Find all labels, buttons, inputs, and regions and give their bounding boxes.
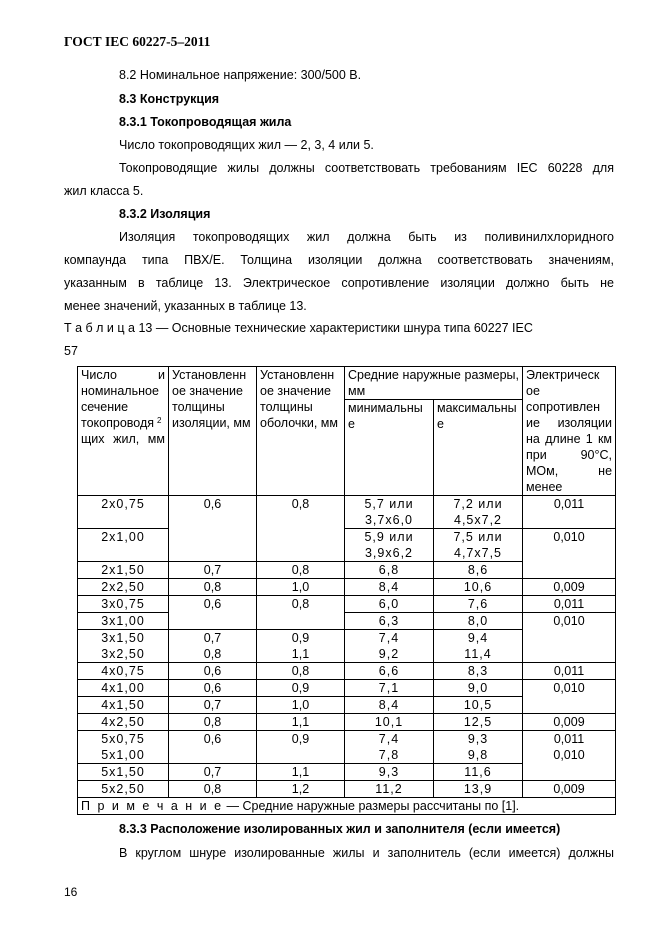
cell-sheath-value: 0,9 1,1 — [291, 631, 310, 661]
table-row — [78, 579, 616, 596]
cell-insulation-value: 0,8 — [203, 580, 222, 594]
cell-min — [345, 697, 434, 714]
cell-size — [78, 613, 169, 630]
cell-sheath — [257, 764, 345, 781]
cell-max-value: 7,5 или 4,7x7,5 — [453, 530, 503, 560]
cell-max — [434, 764, 523, 781]
cell-insulation — [169, 764, 257, 781]
cell-max-value: 8,0 — [467, 614, 489, 628]
cell-max — [434, 714, 523, 731]
cell-min-value: 6,8 — [378, 563, 400, 577]
cell-sheath-value: 1,0 — [291, 698, 310, 712]
cell-size — [78, 496, 169, 529]
header-insulation-resistance: Электрическ ое сопротивлен ие изоляции на длине 1 км при 90°С, МОм, не менее — [523, 367, 616, 496]
header-sheath-thickness: Установленн ое значение толщины оболочки, мм — [257, 367, 345, 496]
table-row — [78, 596, 616, 613]
cell-insulation — [169, 562, 257, 579]
paragraph-insulation-line4: менее значений, указанных в таблице 13. — [64, 299, 307, 313]
paragraph-rated-voltage: 8.2 Номинальное напряжение: 300/500 В. — [119, 68, 362, 82]
cell-sheath-value: 0,8 — [291, 563, 310, 577]
cell-resistance — [523, 496, 616, 529]
cell-insulation-value: 0,8 — [203, 782, 222, 796]
header-number-text: Число и номинальное сечение токопроводя щих жил, мм — [81, 368, 165, 446]
cell-sheath — [257, 630, 345, 663]
cell-min-value: 5,9 или 3,9x6,2 — [364, 530, 414, 560]
cell-insulation-value: 0,7 — [203, 563, 222, 577]
heading-8-3: 8.3 Конструкция — [119, 92, 220, 106]
cell-size-value: 4x1,50 — [101, 698, 145, 712]
cell-max-value: 8,3 — [467, 664, 489, 678]
cell-max-value: 10,5 — [463, 698, 493, 712]
cell-insulation-value: 0,6 — [203, 664, 222, 678]
table-row — [78, 613, 616, 630]
cell-insulation-value: 0,7 — [203, 765, 222, 779]
cell-sheath — [257, 697, 345, 714]
cell-resistance — [523, 613, 616, 663]
cell-resistance — [523, 680, 616, 714]
cell-size-value: 5x2,50 — [101, 782, 145, 796]
cell-min — [345, 781, 434, 798]
cell-resistance-value: 0,011 — [553, 664, 585, 678]
cell-size — [78, 630, 169, 663]
cell-sheath-value: 0,9 — [291, 681, 310, 695]
cell-sheath — [257, 680, 345, 697]
table-note-label: П р и м е ч а н и е — [81, 799, 224, 813]
cell-resistance — [523, 663, 616, 680]
cell-insulation — [169, 731, 257, 764]
cell-min-value: 6,3 — [378, 614, 400, 628]
heading-8-3-1: 8.3.1 Токопроводящая жила — [119, 115, 292, 129]
cell-resistance — [523, 596, 616, 613]
document-header: ГОСТ IEC 60227-5–2011 — [64, 34, 211, 49]
cell-size — [78, 529, 169, 562]
cell-min — [345, 496, 434, 529]
cell-max — [434, 731, 523, 764]
cell-max — [434, 613, 523, 630]
cell-resistance-value: 0,010 — [553, 530, 585, 544]
cell-min — [345, 630, 434, 663]
cell-resistance-value: 0,011 — [553, 497, 585, 511]
cell-min-value: 11,2 — [375, 782, 403, 796]
cell-insulation — [169, 496, 257, 562]
table-row — [78, 714, 616, 731]
cell-size-value: 3x1,50 3x2,50 — [101, 631, 145, 661]
cell-sheath — [257, 496, 345, 562]
cell-size — [78, 663, 169, 680]
cell-size-value: 5x1,50 — [101, 765, 145, 779]
cell-max — [434, 781, 523, 798]
cell-min — [345, 764, 434, 781]
cell-min-value: 7,1 — [378, 681, 400, 695]
cell-insulation — [169, 697, 257, 714]
table-row — [78, 781, 616, 798]
cell-max — [434, 697, 523, 714]
table-row — [78, 529, 616, 562]
cell-insulation-value: 0,8 — [203, 715, 222, 729]
cell-size-value: 2x2,50 — [101, 580, 145, 594]
cell-insulation — [169, 630, 257, 663]
cell-sheath-value: 1,2 — [291, 782, 310, 796]
cell-sheath — [257, 579, 345, 596]
cell-sheath — [257, 562, 345, 579]
table-note — [78, 798, 616, 815]
cell-max-value: 9,3 9,8 — [467, 732, 489, 762]
cell-sheath — [257, 781, 345, 798]
cell-min — [345, 579, 434, 596]
cell-max — [434, 630, 523, 663]
cell-resistance — [523, 579, 616, 596]
cell-insulation-value: 0,7 0,8 — [203, 631, 222, 661]
cell-size — [78, 764, 169, 781]
cell-min-value: 8,4 — [378, 580, 400, 594]
cell-max-value: 8,6 — [467, 563, 489, 577]
cell-sheath — [257, 731, 345, 764]
cell-size-value: 3x1,00 — [101, 614, 145, 628]
cell-size — [78, 579, 169, 596]
header-max: максимальны е — [434, 400, 523, 496]
cell-sheath — [257, 596, 345, 630]
cell-min-value: 6,6 — [378, 664, 400, 678]
header-number-sup: 2 — [157, 416, 162, 425]
cell-min-value: 5,7 или 3,7x6,0 — [364, 497, 414, 527]
paragraph-conductors-line2: жил класса 5. — [64, 184, 144, 198]
cable-characteristics-table — [77, 366, 616, 815]
table-caption-text: 13 — Основные технические характеристики шнура типа 60227 IEC — [134, 321, 533, 335]
cell-sheath — [257, 663, 345, 680]
cell-size-value: 5x0,75 5x1,00 — [101, 732, 145, 762]
cell-min — [345, 680, 434, 697]
cell-resistance — [523, 529, 616, 579]
paragraph-conductor-count: Число токопроводящих жил — 2, 3, 4 или 5. — [119, 138, 374, 152]
cell-size — [78, 562, 169, 579]
cell-max — [434, 663, 523, 680]
page-number: 16 — [64, 885, 78, 899]
cell-max-value: 13,9 — [463, 782, 493, 796]
table-note-text: — Средние наружные размеры рассчитаны по [1]. — [223, 799, 520, 813]
cell-max — [434, 596, 523, 613]
cell-sheath-value: 1,1 — [291, 765, 310, 779]
cell-insulation-value: 0,7 — [203, 698, 222, 712]
cell-max — [434, 496, 523, 529]
cell-min-value: 10,1 — [374, 715, 404, 729]
heading-8-3-3: 8.3.3 Расположение изолированных жил и заполнителя (если имеется) — [119, 822, 561, 836]
header-insulation-thickness: Установленн ое значение толщины изоляции, мм — [169, 367, 257, 496]
paragraph-insulation-line1: Изоляция токопроводящих жил должна быть из поливинилхлоридного — [119, 230, 614, 244]
paragraph-insulation-line3: указанным в таблице 13. Электрическое сопротивление изоляции должно быть не — [64, 276, 614, 290]
table-row — [78, 496, 616, 529]
cell-insulation-value: 0,6 — [203, 681, 222, 695]
cell-size — [78, 697, 169, 714]
cell-size — [78, 781, 169, 798]
cell-size-value: 2x1,50 — [101, 563, 145, 577]
table-row — [78, 663, 616, 680]
cell-sheath-value: 0,9 — [291, 732, 310, 746]
cell-min — [345, 596, 434, 613]
cell-insulation — [169, 714, 257, 731]
cell-min — [345, 663, 434, 680]
cell-size-value: 3x0,75 — [101, 597, 145, 611]
table-row — [78, 731, 616, 764]
cell-insulation-value: 0,6 — [203, 597, 222, 611]
cell-size-value: 2x0,75 — [101, 497, 145, 511]
cell-insulation — [169, 680, 257, 697]
cell-resistance-value: 0,010 — [553, 681, 585, 695]
cell-sheath-value: 0,8 — [291, 597, 310, 611]
cell-insulation — [169, 781, 257, 798]
cell-insulation-value: 0,6 — [203, 497, 222, 511]
cell-sheath-value: 0,8 — [291, 664, 310, 678]
cell-min — [345, 613, 434, 630]
cell-max — [434, 562, 523, 579]
table-caption-label: Т а б л и ц а — [64, 321, 135, 335]
cell-resistance-value: 0,009 — [553, 715, 585, 729]
cell-sheath — [257, 714, 345, 731]
cell-max-value: 7,2 или 4,5x7,2 — [453, 497, 503, 527]
cell-max-value: 9,0 — [467, 681, 489, 695]
paragraph-insulation-line2: компаунда типа ПВХ/Е. Толщина изоляции должна соответствовать значениям, — [64, 253, 614, 267]
cell-resistance — [523, 731, 616, 781]
cell-max-value: 7,6 — [467, 597, 489, 611]
cell-insulation-value: 0,6 — [203, 732, 222, 746]
cell-sheath-value: 1,0 — [291, 580, 310, 594]
cell-max — [434, 680, 523, 697]
cell-size — [78, 714, 169, 731]
table-row — [78, 680, 616, 697]
cell-insulation — [169, 596, 257, 630]
table-caption-line2: 57 — [64, 344, 78, 358]
cell-min-value: 7,4 7,8 — [378, 732, 400, 762]
cell-sheath-value: 1,1 — [291, 715, 310, 729]
cell-insulation — [169, 579, 257, 596]
cell-resistance-value: 0,010 — [553, 614, 585, 628]
cell-sheath-value: 0,8 — [291, 497, 310, 511]
header-min: минимальны е — [345, 400, 434, 496]
cell-min-value: 9,3 — [378, 765, 400, 779]
header-number-section — [78, 367, 169, 496]
cell-size-value: 4x1,00 — [101, 681, 145, 695]
cell-max-value: 10,6 — [463, 580, 493, 594]
cell-size — [78, 731, 169, 764]
cell-max — [434, 579, 523, 596]
paragraph-conductors-line1: Токопроводящие жилы должны соответствовать требованиям IEC 60228 для — [119, 161, 614, 175]
cell-insulation — [169, 663, 257, 680]
heading-8-3-2: 8.3.2 Изоляция — [119, 207, 211, 221]
cell-resistance-value: 0,011 — [553, 597, 585, 611]
cell-resistance — [523, 781, 616, 798]
cell-min — [345, 562, 434, 579]
cell-min — [345, 529, 434, 562]
cell-min-value: 8,4 — [378, 698, 400, 712]
cell-min — [345, 731, 434, 764]
cell-resistance-value: 0,011 0,010 — [553, 732, 585, 762]
cell-max-value: 11,6 — [464, 765, 492, 779]
header-overall-dimensions: Средние наружные размеры, мм — [345, 367, 523, 400]
cell-min-value: 6,0 — [378, 597, 400, 611]
cell-resistance — [523, 714, 616, 731]
table-caption — [64, 320, 614, 336]
paragraph-arrangement-line1: В круглом шнуре изолированные жилы и заполнитель (если имеется) должны — [119, 846, 614, 860]
cell-min — [345, 714, 434, 731]
cell-size — [78, 680, 169, 697]
cell-min-value: 7,4 9,2 — [378, 631, 400, 661]
cell-max-value: 9,4 11,4 — [464, 631, 492, 661]
cell-resistance-value: 0,009 — [553, 580, 585, 594]
cell-size-value: 2x1,00 — [101, 530, 145, 544]
cell-size-value: 4x0,75 — [101, 664, 145, 678]
cell-size-value: 4x2,50 — [101, 715, 145, 729]
cell-max-value: 12,5 — [463, 715, 493, 729]
cell-max — [434, 529, 523, 562]
cell-size — [78, 596, 169, 613]
cell-resistance-value: 0,009 — [553, 782, 585, 796]
